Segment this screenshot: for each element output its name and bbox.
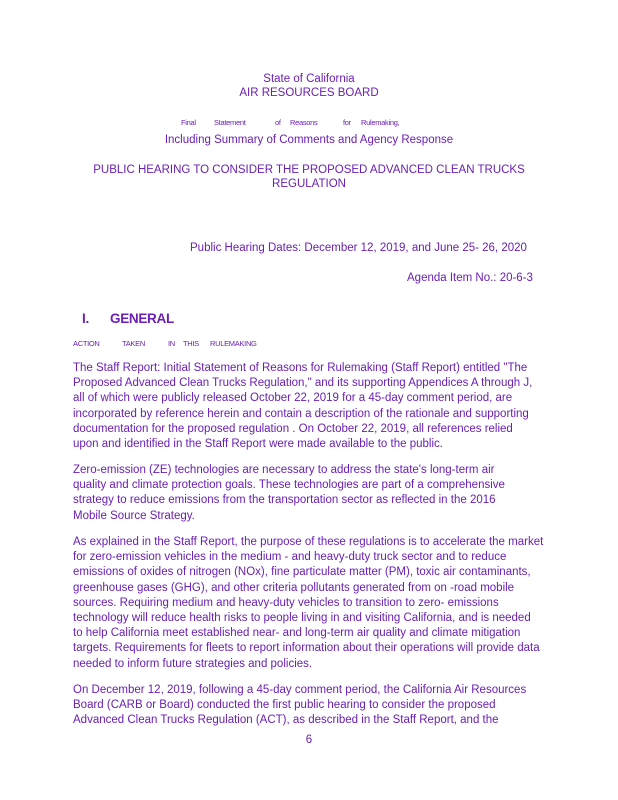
in-word: IN xyxy=(168,339,175,348)
taken-word: TAKEN xyxy=(122,339,145,348)
text-line: strategy to reduce emissions from the transportation sector as reflected in the 2016 xyxy=(73,494,496,507)
text-line: The Staff Report: Initial Statement of Reasons for Rulemaking (Staff Report) entitled "The xyxy=(73,362,528,374)
text-line: for zero-emission vehicles in the medium - and heavy-duty truck sector and to reduce xyxy=(73,551,507,564)
text-line: sources. Requiring medium and heavy-duty vehicles to transition to zero- emissions xyxy=(73,596,499,609)
including-summary-heading: Including Summary of Comments and Agency Response xyxy=(164,134,454,146)
text-line: emissions of oxides of nitrogen (NOx), fine particulate matter (PM), toxic air contaminants, xyxy=(73,566,531,579)
rulemaking-word: Rulemaking, xyxy=(361,118,400,127)
text-line: all of which were publicly released October 22, 2019 for a 45-day comment period, are xyxy=(73,392,513,405)
for-word: for xyxy=(343,118,351,127)
of-word: of xyxy=(275,118,281,127)
text-line: targets. Requirements for fleets to report information about their operations will provide data xyxy=(73,642,540,655)
this-word: THIS xyxy=(183,339,199,348)
reasons-word: Reasons xyxy=(290,118,318,127)
text-line: to help California meet established near- and long-term air quality and climate mitigation xyxy=(73,627,521,640)
text-line: Proposed Advanced Clean Trucks Regulation," and its supporting Appendices A through J, xyxy=(73,377,533,390)
paragraph-purpose xyxy=(73,535,545,672)
text-line: technology will reduce health risks to people living in and visiting California, and is needed xyxy=(73,612,531,625)
text-line: Board (CARB or Board) conducted the first public hearing to consider the proposed xyxy=(73,699,496,712)
section-title: GENERAL xyxy=(110,311,174,326)
text-line: As explained in the Staff Report, the purpose of these regulations is to accelerate the market xyxy=(73,536,544,548)
agenda-item: Agenda Item No.: 20-6-3 xyxy=(407,272,533,284)
rulemaking-word: RULEMAKING xyxy=(210,339,257,348)
text-line: documentation for the proposed regulation . On October 22, 2019, all references relied xyxy=(73,422,513,435)
text-line: Mobile Source Strategy. xyxy=(73,509,195,522)
text-line: Zero-emission (ZE) technologies are necessary to address the state's long-term air xyxy=(73,464,495,476)
text-line: quality and climate protection goals. These technologies are part of a comprehensive xyxy=(73,479,505,492)
paragraph-public-hearing xyxy=(73,683,545,729)
text-line: Advanced Clean Trucks Regulation (ACT), as described in the Staff Report, and the xyxy=(73,714,499,727)
state-heading: State of California xyxy=(263,73,355,85)
public-hearing-title: PUBLIC HEARING TO CONSIDER THE PROPOSED ADVANCED CLEAN TRUCKS xyxy=(93,164,525,176)
section-heading xyxy=(82,311,174,326)
paragraph-zero-emission xyxy=(73,463,545,524)
public-hearing-title-cont: REGULATION xyxy=(272,178,346,190)
action-word: ACTION xyxy=(73,339,100,348)
statement-word: Statement xyxy=(214,118,246,127)
text-line: On December 12, 2019, following a 45-day comment period, the California Air Resources xyxy=(73,684,527,696)
hearing-dates: Public Hearing Dates: December 12, 2019, and June 25- 26, 2020 xyxy=(190,242,527,254)
paragraph-staff-report xyxy=(73,361,545,452)
page-number: 6 xyxy=(305,734,313,746)
board-heading: AIR RESOURCES BOARD xyxy=(239,87,379,99)
text-line: upon and identified in the Staff Report were made available to the public. xyxy=(73,438,443,451)
final-word: Final xyxy=(181,118,196,127)
section-number: I. xyxy=(82,311,89,326)
text-line: incorporated by reference herein and contain a description of the rationale and supporting xyxy=(73,407,529,420)
text-line: needed to inform future strategies and policies. xyxy=(73,657,313,670)
text-line: greenhouse gases (GHG), and other criteria pollutants generated from on -road mobile xyxy=(73,581,515,594)
